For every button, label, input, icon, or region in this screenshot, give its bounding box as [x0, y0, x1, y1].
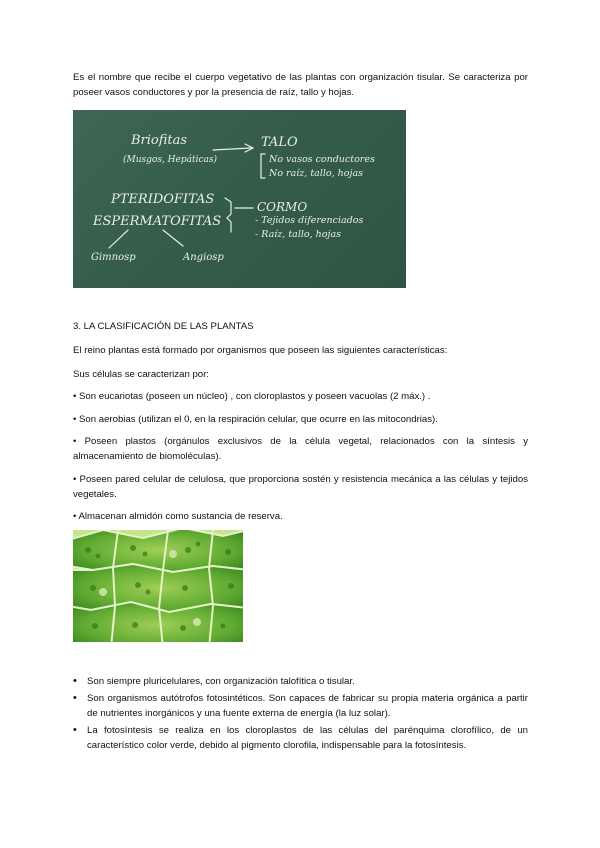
paragraph-almidon: • Almacenan almidón como sustancia de reserva. [73, 511, 283, 522]
list-item: • Son siempre pluricelulares, con organización talofítica o tisular. [73, 674, 528, 689]
board-espermatofitas: ESPERMATOFITAS [93, 214, 222, 229]
board-briofitas: Briofitas [131, 133, 188, 148]
board-gimnosp: Gimnosp [91, 252, 136, 263]
intro-paragraph: Es el nombre que recibe el cuerpo vegetativo de las plantas con organización tisular. Se caracteriza por poseer vasos conductores y por la presencia de raíz, tallo y hojas. [73, 72, 528, 98]
board-no-vasos: No vasos conductores [269, 154, 375, 165]
bracket-shape [225, 198, 231, 232]
paragraph-reino: El reino plantas está formado por organismos que poseen las siguientes características: [73, 345, 448, 356]
board-pteridofitas: PTERIDOFITAS [111, 192, 215, 207]
paragraph-aerobias: • Son aerobias (utilizan el 0, en la respiración celular, que ocurre en las mitocondrias). [73, 414, 438, 425]
board-talo: TALO [261, 135, 298, 150]
board-raiz: - Raíz, tallo, hojas [255, 229, 341, 240]
paragraph-eucariotas: • Son eucariotas (poseen un núcleo) , con cloroplastos y poseen vacuolas (2 máx.) . [73, 391, 431, 402]
board-briofitas-sub: (Musgos, Hepáticas) [123, 155, 217, 165]
cells-drawing [73, 530, 243, 642]
branch-line [163, 230, 183, 246]
list-item: • Son organismos autótrofos fotosintéticos. Son capaces de fabricar su propia materia orgánica a partir de nutrientes inorgánicos y una fuente externa de energía (la luz solar). [73, 691, 528, 721]
plant-cells-micrograph [73, 530, 243, 642]
paragraph-pared: • Poseen pared celular de celulosa, que proporciona sostén y resistencia mecánica a las células y tejidos vegetales. [73, 474, 528, 500]
board-angiosp: Angiosp [183, 252, 224, 263]
board-no-raiz: No raíz, tallo, hojas [269, 168, 363, 179]
bracket-shape [261, 154, 265, 178]
list-item: • La fotosíntesis se realiza en los cloroplastos de las células del parénquima clorofílico, de un característico color verde, debido al pigmento clorofila, indispensable para la fotosíntesis. [73, 723, 528, 753]
branch-line [109, 230, 128, 248]
paragraph-celulas: Sus células se caracterizan por: [73, 369, 209, 380]
section-title: 3. LA CLASIFICACIÓN DE LAS PLANTAS [73, 321, 254, 332]
board-cormo: CORMO [257, 200, 308, 214]
characteristics-list [73, 674, 528, 755]
arrow-line [213, 148, 251, 150]
chalkboard-drawing [73, 110, 406, 288]
board-tejidos: - Tejidos diferenciados [255, 215, 364, 226]
paragraph-plastos: • Poseen plastos (orgánulos exclusivos de la célula vegetal, relacionados con la síntesis y almacenamiento de biomoléculas). [73, 436, 528, 462]
chalkboard-image [73, 110, 406, 288]
